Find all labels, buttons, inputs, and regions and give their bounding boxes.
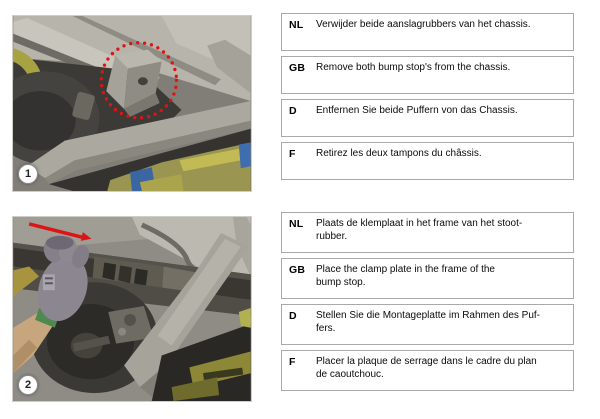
language-code: D	[289, 105, 297, 117]
instruction-text: Place the clamp plate in the frame of the bump stop.	[316, 264, 495, 288]
instruction-text: Verwijder beide aanslagrubbers van het chassis.	[316, 19, 531, 30]
instruction-text: Placer la plaque de serrage dans le cadre du plan de caoutchouc.	[316, 356, 537, 380]
instruction-row-f-1	[281, 142, 574, 180]
instruction-text: Retirez les deux tampons du châssis.	[316, 148, 482, 159]
instruction-row-gb-2	[281, 258, 574, 299]
undercarriage-photo-illustration	[13, 16, 251, 191]
hand-clamp-plate-photo-illustration	[13, 217, 251, 401]
instruction-text: Entfernen Sie beide Puffern von das Chassis.	[316, 105, 518, 116]
instruction-row-nl-1	[281, 13, 574, 51]
instruction-row-gb-1	[281, 56, 574, 94]
language-code: NL	[289, 218, 304, 230]
step-2-photo	[12, 216, 252, 402]
instruction-text: Plaats de klemplaat in het frame van het stoot- rubber.	[316, 218, 523, 242]
step-number-badge: 1	[18, 164, 38, 184]
language-code: GB	[289, 264, 306, 276]
language-code: F	[289, 148, 296, 160]
language-code: GB	[289, 62, 306, 74]
instruction-text: Stellen Sie die Montageplatte im Rahmen des Puf- fers.	[316, 310, 541, 334]
language-code: F	[289, 356, 296, 368]
step-1-photo	[12, 15, 252, 192]
instruction-row-d-2	[281, 304, 574, 345]
instruction-row-d-1	[281, 99, 574, 137]
instruction-text: Remove both bump stop's from the chassis.	[316, 62, 511, 73]
language-code: D	[289, 310, 297, 322]
instruction-row-f-2	[281, 350, 574, 391]
instruction-row-nl-2	[281, 212, 574, 253]
language-code: NL	[289, 19, 304, 31]
step-number-badge: 2	[18, 375, 38, 395]
